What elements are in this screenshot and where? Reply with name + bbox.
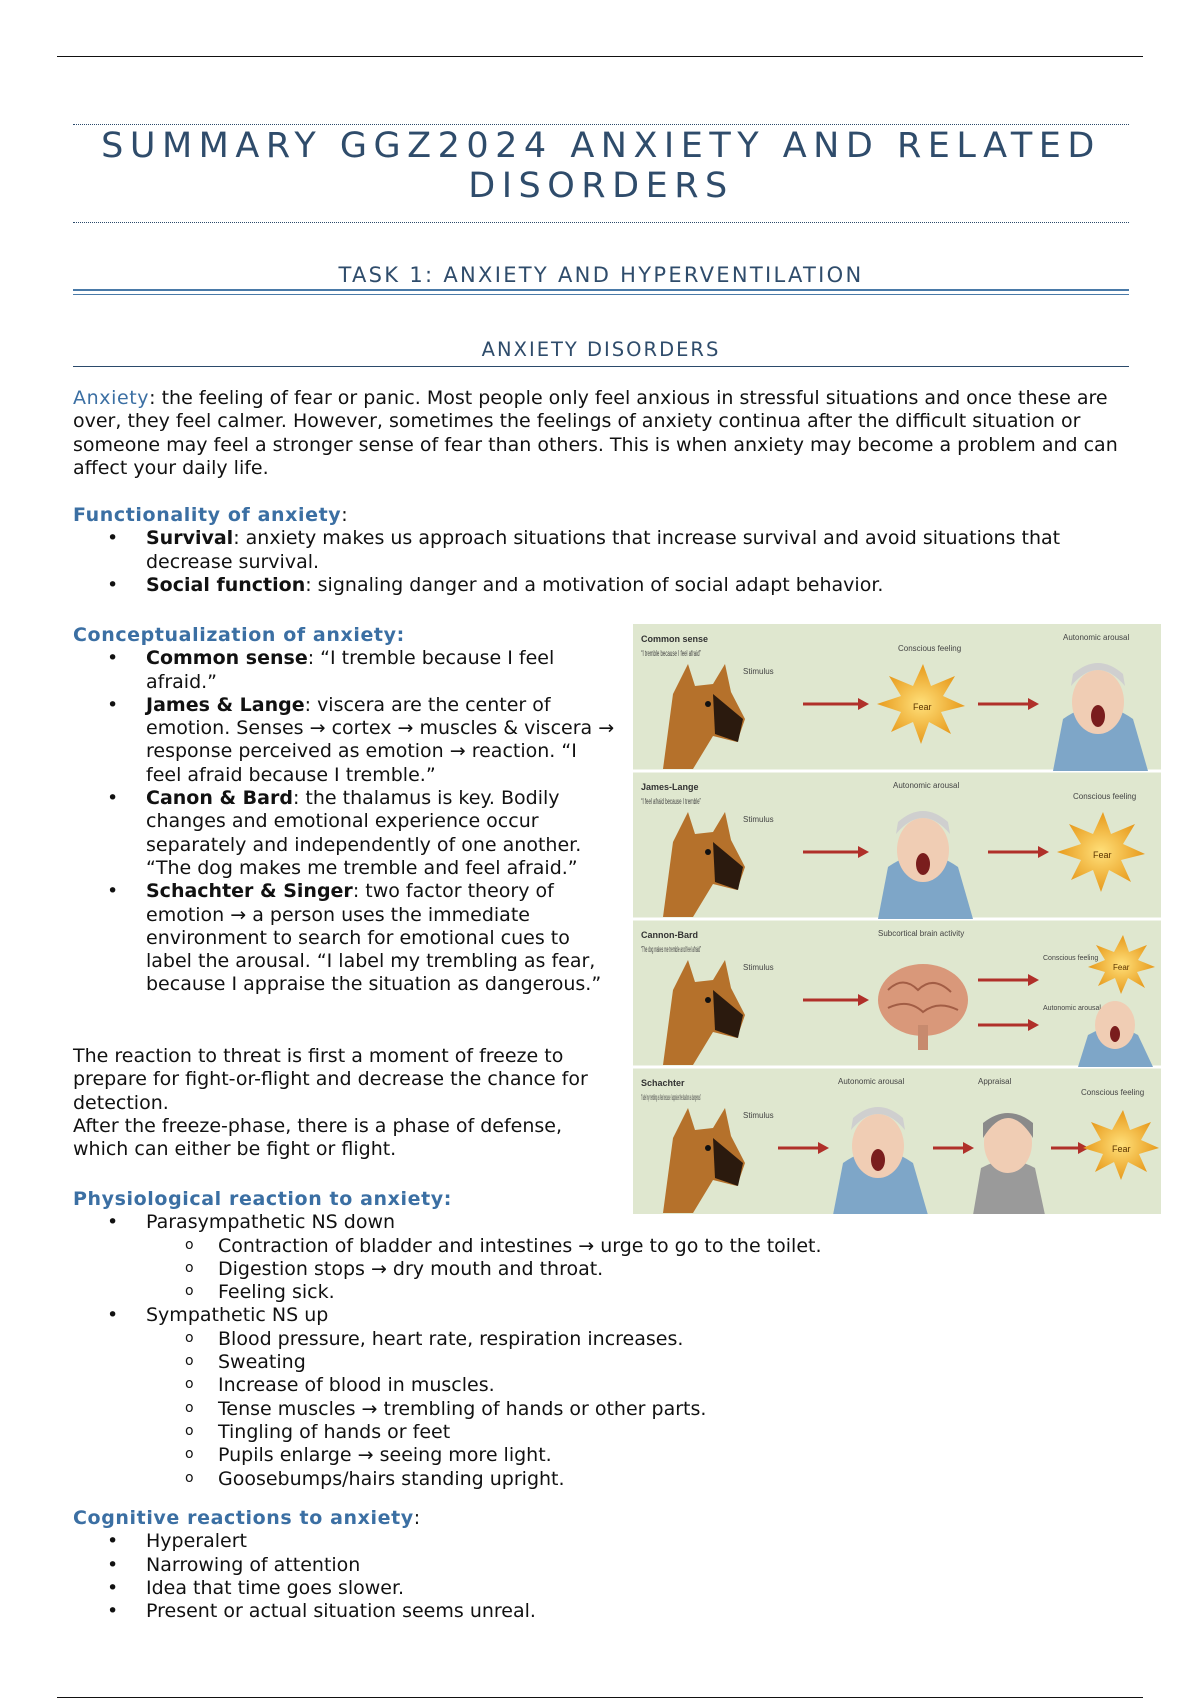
anxiety-term: Anxiety xyxy=(73,387,150,409)
list-item: o Goosebumps/hairs standing upright. xyxy=(146,1468,1129,1491)
list-item: • Hyperalert xyxy=(73,1530,1129,1553)
cognitive-heading: Cognitive reactions to anxiety: xyxy=(73,1507,421,1529)
list-item: o Feeling sick. xyxy=(146,1281,1129,1304)
list-item: • Survival: anxiety makes us approach situations that increase survival and avoid situations that decrease survival. xyxy=(73,527,1129,574)
svg-text:Conscious feeling: Conscious feeling xyxy=(1043,955,1099,962)
title-dotted-top xyxy=(73,124,1129,125)
anxiety-definition xyxy=(73,387,1129,480)
cognitive-block xyxy=(73,1507,1129,1623)
list-item: • Schachter & Singer: two factor theory of emotion → a person uses the immediate environment to search for emotional cues to label the arousal. “I label my trembling as fear, because I appraise the situation as dangerous.” xyxy=(73,880,618,996)
svg-text:Fear: Fear xyxy=(913,702,932,712)
list-item: • Sympathetic NS up o Blood pressure, heart rate, respiration increases. o Sweating o Increase of blood in muscles. o Tense muscles → trembling of hands or other parts. o Tingling of hands or feet o Pupils enlarge → seeing more light. o Goosebumps/hairs standing upright. xyxy=(73,1304,1129,1490)
section-heading-underline xyxy=(73,366,1129,367)
svg-text:James-Lange: James-Lange xyxy=(641,782,699,792)
dog-icon xyxy=(663,812,745,917)
panel-james-lange xyxy=(641,781,1145,919)
list-item: • Social function: signaling danger and a motivation of social adapt behavior. xyxy=(73,574,1129,597)
svg-text:“I label my trembling as fear: “I label my trembling as fear because I appraise the situation as dangerous” xyxy=(641,1093,702,1102)
top-rule xyxy=(57,56,1143,57)
task-heading: TASK 1: ANXIETY AND HYPERVENTILATION xyxy=(338,263,864,287)
screaming-person-icon xyxy=(1053,663,1148,771)
svg-text:Fear: Fear xyxy=(1112,1144,1131,1154)
physiological-list xyxy=(73,1211,1129,1491)
functionality-list xyxy=(73,527,1129,597)
list-item: o Contraction of bladder and intestines → urge to go to the toilet. xyxy=(146,1235,1129,1258)
threat-paragraph xyxy=(73,1045,618,1161)
list-item: o Pupils enlarge → seeing more light. xyxy=(146,1444,1129,1467)
emotion-theories-figure xyxy=(633,624,1161,1214)
svg-text:Conscious feeling: Conscious feeling xyxy=(1073,792,1137,801)
emotion-theories-illustration xyxy=(633,624,1161,1214)
svg-text:Subcortical brain activity: Subcortical brain activity xyxy=(878,929,965,938)
list-item: o Increase of blood in muscles. xyxy=(146,1374,1129,1397)
document-title: SUMMARY GGZ2024 ANXIETY AND RELATED DISORDERS xyxy=(101,126,1101,206)
list-item: • Narrowing of attention xyxy=(73,1554,1129,1577)
anxiety-definition-text: : the feeling of fear or panic. Most people only feel anxious in stressful situations and once these are over, they feel calmer. However, sometimes the feelings of anxiety continua after the difficult situation or someone may feel a stronger sense of fear than others. This is when anxiety may become a problem and can affect your daily life. xyxy=(73,387,1118,479)
physiological-block xyxy=(73,1188,1129,1491)
list-item: • Canon & Bard: the thalamus is key. Bodily changes and emotional experience occur separately and independently of one another. “The dog makes me tremble and feel afraid.” xyxy=(73,787,618,880)
list-item: o Blood pressure, heart rate, respiration increases. xyxy=(146,1328,1129,1351)
section-heading: ANXIETY DISORDERS xyxy=(481,338,721,361)
svg-text:Common sense: Common sense xyxy=(641,634,709,644)
sublist xyxy=(146,1328,1129,1491)
threat-line-1: The reaction to threat is first a moment of freeze to prepare for fight-or-flight and decrease the chance for detection. xyxy=(73,1045,588,1114)
list-item: o Digestion stops → dry mouth and throat. xyxy=(146,1258,1129,1281)
svg-text:Autonomic arousal: Autonomic arousal xyxy=(1063,633,1130,642)
svg-text:“I feel afraid because I tremb: “I feel afraid because I tremble” xyxy=(641,797,702,806)
functionality-heading: Functionality of anxiety: xyxy=(73,504,348,526)
panel-common-sense xyxy=(641,633,1148,771)
list-item: • Idea that time goes slower. xyxy=(73,1577,1129,1600)
dog-icon xyxy=(663,664,745,769)
svg-text:Cannon-Bard: Cannon-Bard xyxy=(641,930,698,940)
screaming-person-icon xyxy=(878,811,973,919)
functionality-block xyxy=(73,504,1129,597)
list-item: • James & Lange: viscera are the center of emotion. Senses → cortex → muscles & viscera → response perceived as emotion → reaction. “I feel afraid because I tremble.” xyxy=(73,694,618,787)
list-item: o Tense muscles → trembling of hands or other parts. xyxy=(146,1398,1129,1421)
svg-text:Autonomic arousal: Autonomic arousal xyxy=(838,1077,905,1086)
panel-cannon-bard xyxy=(641,929,1155,1067)
svg-text:Stimulus: Stimulus xyxy=(743,963,774,972)
list-item: • Parasympathetic NS down o Contraction of bladder and intestines → urge to go to the toilet. o Digestion stops → dry mouth and throat. o Feeling sick. xyxy=(73,1211,1129,1304)
brain-icon xyxy=(878,964,968,1050)
svg-text:Autonomic arousal: Autonomic arousal xyxy=(893,781,960,790)
svg-text:“I tremble because I feel afra: “I tremble because I feel afraid” xyxy=(641,649,702,658)
dog-icon xyxy=(663,960,745,1065)
task-heading-underline xyxy=(73,289,1129,295)
svg-text:Conscious feeling: Conscious feeling xyxy=(1081,1088,1145,1097)
conceptualization-list xyxy=(73,647,618,996)
conceptualization-heading: Conceptualization of anxiety: xyxy=(73,624,405,646)
svg-text:Stimulus: Stimulus xyxy=(743,1111,774,1120)
svg-text:Appraisal: Appraisal xyxy=(978,1077,1012,1086)
svg-text:Fear: Fear xyxy=(1093,850,1112,860)
title-dotted-bottom xyxy=(73,222,1129,223)
list-item: • Common sense: “I tremble because I feel afraid.” xyxy=(73,647,618,694)
sublist xyxy=(146,1235,1129,1305)
svg-text:“The dog makes me tremble and: “The dog makes me tremble and feel afraid” xyxy=(641,945,702,954)
svg-text:Stimulus: Stimulus xyxy=(743,667,774,676)
cognitive-list xyxy=(73,1530,1129,1623)
physiological-heading: Physiological reaction to anxiety: xyxy=(73,1188,452,1210)
svg-text:Stimulus: Stimulus xyxy=(743,815,774,824)
svg-text:Conscious feeling: Conscious feeling xyxy=(898,644,962,653)
svg-text:Autonomic arousal: Autonomic arousal xyxy=(1043,1005,1101,1012)
conceptualization-block xyxy=(73,624,618,997)
list-item: o Tingling of hands or feet xyxy=(146,1421,1129,1444)
list-item: • Present or actual situation seems unreal. xyxy=(73,1600,1129,1623)
list-item: o Sweating xyxy=(146,1351,1129,1374)
threat-line-2: After the freeze-phase, there is a phase of defense, which can either be fight or flight. xyxy=(73,1114,563,1161)
bottom-rule xyxy=(57,1697,1143,1698)
svg-text:Schachter: Schachter xyxy=(641,1078,685,1088)
svg-text:Fear: Fear xyxy=(1113,963,1130,972)
